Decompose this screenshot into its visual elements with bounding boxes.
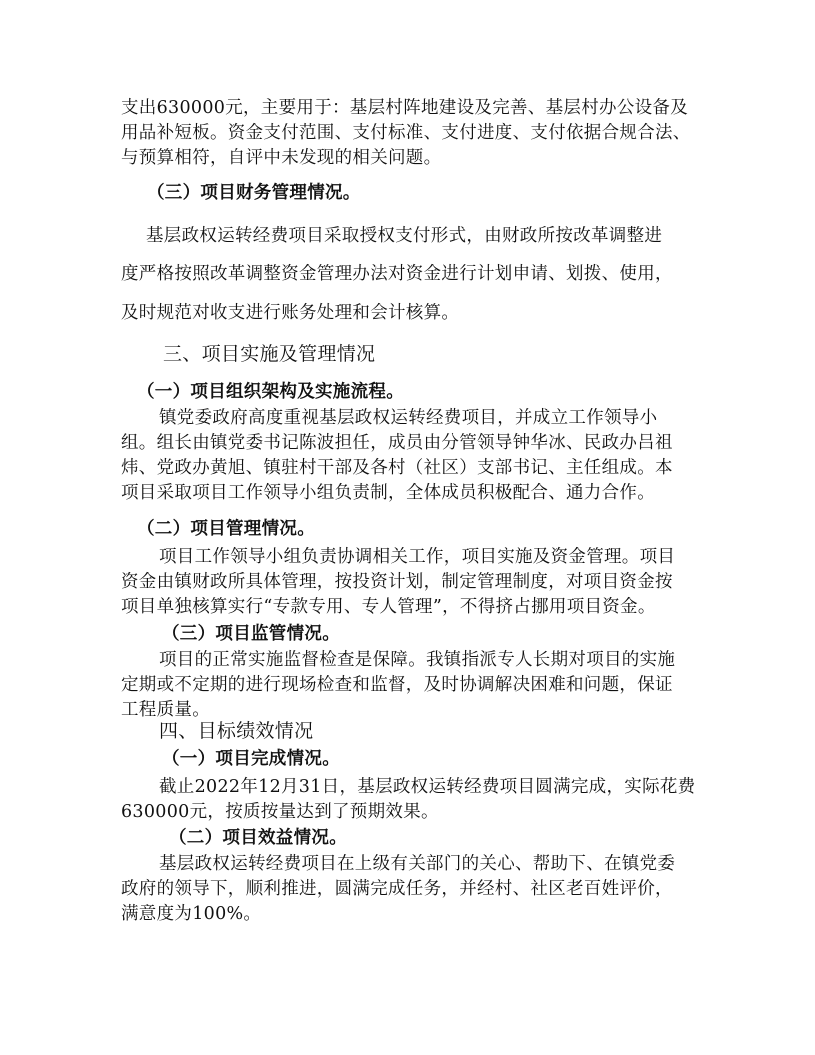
- paragraph-line: 及时规范对收支进行账务处理和会计核算。: [121, 303, 460, 323]
- paragraph-line: 与预算相符，自评中未发现的相关问题。: [121, 148, 442, 168]
- paragraph-line: 政府的领导下，顺利推进，圆满完成任务，并经村、社区老百姓评价，: [121, 879, 673, 899]
- subsection-heading-organization: （一）项目组织架构及实施流程。: [137, 382, 404, 402]
- subsection-heading-management: （二）项目管理情况。: [137, 519, 315, 539]
- paragraph-line: 工程质量。: [121, 700, 210, 720]
- subsection-heading-benefit: （二）项目效益情况。: [169, 828, 347, 848]
- paragraph-line: 截止2022年12月31日，基层政权运转经费项目圆满完成，实际花费: [159, 777, 696, 797]
- section-heading-implementation: 三、项目实施及管理情况: [163, 343, 376, 365]
- paragraph-line: 炜、党政办黄旭、镇驻村干部及各村（社区）支部书记、主任组成。本: [121, 458, 673, 478]
- subsection-heading-completion: （一）项目完成情况。: [162, 749, 340, 769]
- paragraph-line: 资金由镇财政所具体管理，按投资计划，制定管理制度，对项目资金按: [121, 572, 673, 592]
- paragraph-line: 用品补短板。资金支付范围、支付标准、支付进度、支付依据合规合法、: [121, 123, 691, 143]
- paragraph-line: 项目单独核算实行“专款专用、专人管理”，不得挤占挪用项目资金。: [121, 597, 656, 617]
- paragraph-line: 项目采取项目工作领导小组负责制，全体成员积极配合、通力合作。: [121, 483, 655, 503]
- paragraph-line: 镇党委政府高度重视基层政权运转经费项目，并成立工作领导小: [159, 408, 658, 428]
- paragraph-line: 基层政权运转经费项目在上级有关部门的关心、帮助下、在镇党委: [159, 854, 676, 874]
- subsection-heading-supervision: （三）项目监管情况。: [162, 624, 340, 644]
- paragraph-line: 支出630000元，主要用于：基层村阵地建设及完善、基层村办公设备及: [121, 98, 689, 118]
- paragraph-line: 定期或不定期的进行现场检查和监督，及时协调解决困难和问题，保证: [121, 675, 673, 695]
- paragraph-line: 组。组长由镇党委书记陈波担任，成员由分管领导钟华冰、民政办吕祖: [121, 433, 673, 453]
- paragraph-line: 项目的正常实施监督检查是保障。我镇指派专人长期对项目的实施: [159, 650, 676, 670]
- paragraph-line: 满意度为100%。: [121, 904, 262, 924]
- section-heading-performance: 四、目标绩效情况: [159, 720, 314, 742]
- paragraph-line: 项目工作领导小组负责协调相关工作，项目实施及资金管理。项目: [159, 547, 676, 567]
- subsection-heading-finance: （三）项目财务管理情况。: [147, 183, 361, 203]
- paragraph-line: 基层政权运转经费项目采取授权支付形式，由财政所按改革调整进: [146, 226, 663, 246]
- paragraph-line: 度严格按照改革调整资金管理办法对资金进行计划申请、划拨、使用，: [121, 264, 673, 284]
- paragraph-line: 630000元，按质按量达到了预期效果。: [121, 802, 439, 822]
